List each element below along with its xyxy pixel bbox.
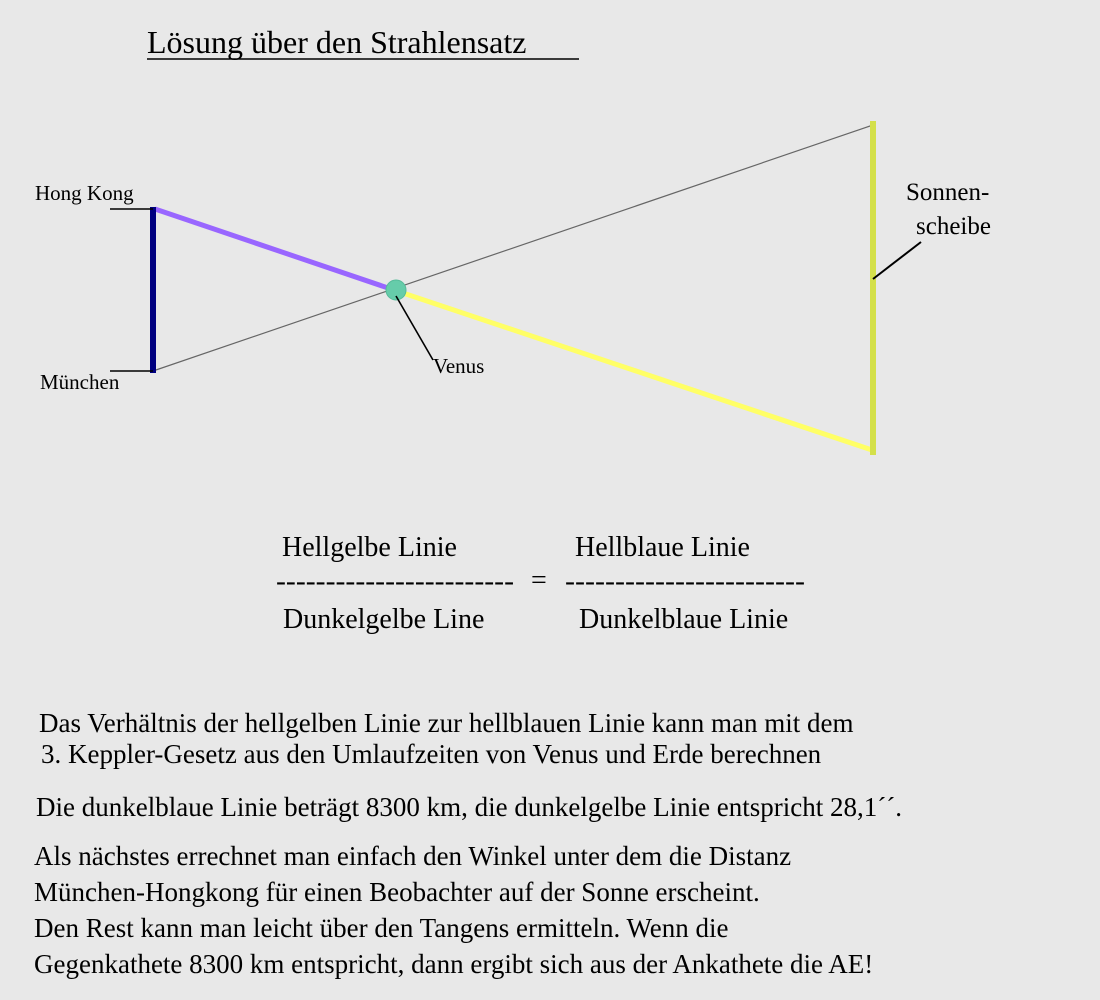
- formula-numerator-right: Hellblaue Linie: [575, 532, 750, 563]
- formula-denominator-right: Dunkelblaue Linie: [579, 604, 789, 635]
- muenchen-label: München: [40, 370, 120, 394]
- formula-denominator-left: Dunkelgelbe Line: [283, 604, 485, 635]
- paragraph-values: [36, 792, 902, 823]
- paragraph-line: Gegenkathete 8300 km entspricht, dann ergibt sich aus der Ankathete die AE!: [34, 949, 874, 979]
- diagram-title: Lösung über den Strahlensatz: [147, 24, 527, 60]
- sun-label-line2: scheibe: [916, 213, 991, 240]
- light-blue-line: [155, 209, 394, 290]
- formula-numerator-left: Hellgelbe Linie: [282, 532, 457, 563]
- formula-bar-right: ------------------------: [565, 566, 805, 597]
- paragraph-line: Die dunkelblaue Linie beträgt 8300 km, die dunkelgelbe Linie entspricht 28,1´´.: [36, 792, 903, 822]
- paragraph-method: [34, 838, 873, 982]
- paragraph-line: Das Verhältnis der hellgelben Linie zur hellblauen Linie kann man mit dem: [39, 708, 854, 738]
- paragraph-line: München-Hongkong für einen Beobachter auf der Sonne erscheint.: [34, 877, 760, 907]
- thin-ray-muenchen-sun: [153, 125, 873, 371]
- paragraph-kepler: [39, 708, 854, 770]
- paragraph-line: 3. Keppler-Gesetz aus den Umlaufzeiten von Venus und Erde berechnen: [41, 739, 822, 769]
- hong-kong-label: Hong Kong: [35, 181, 134, 205]
- sun-label-line1: Sonnen-: [906, 179, 990, 206]
- paragraph-line: Den Rest kann man leicht über den Tangens ermitteln. Wenn die: [34, 913, 729, 943]
- formula-equals: =: [531, 565, 547, 596]
- formula-bar-left: ------------------------: [276, 566, 514, 597]
- sun-pointer: [873, 242, 921, 279]
- paragraph-line: Als nächstes errechnet man einfach den Winkel unter dem die Distanz: [34, 841, 792, 871]
- venus-label: Venus: [433, 354, 485, 378]
- venus-pointer: [396, 296, 433, 360]
